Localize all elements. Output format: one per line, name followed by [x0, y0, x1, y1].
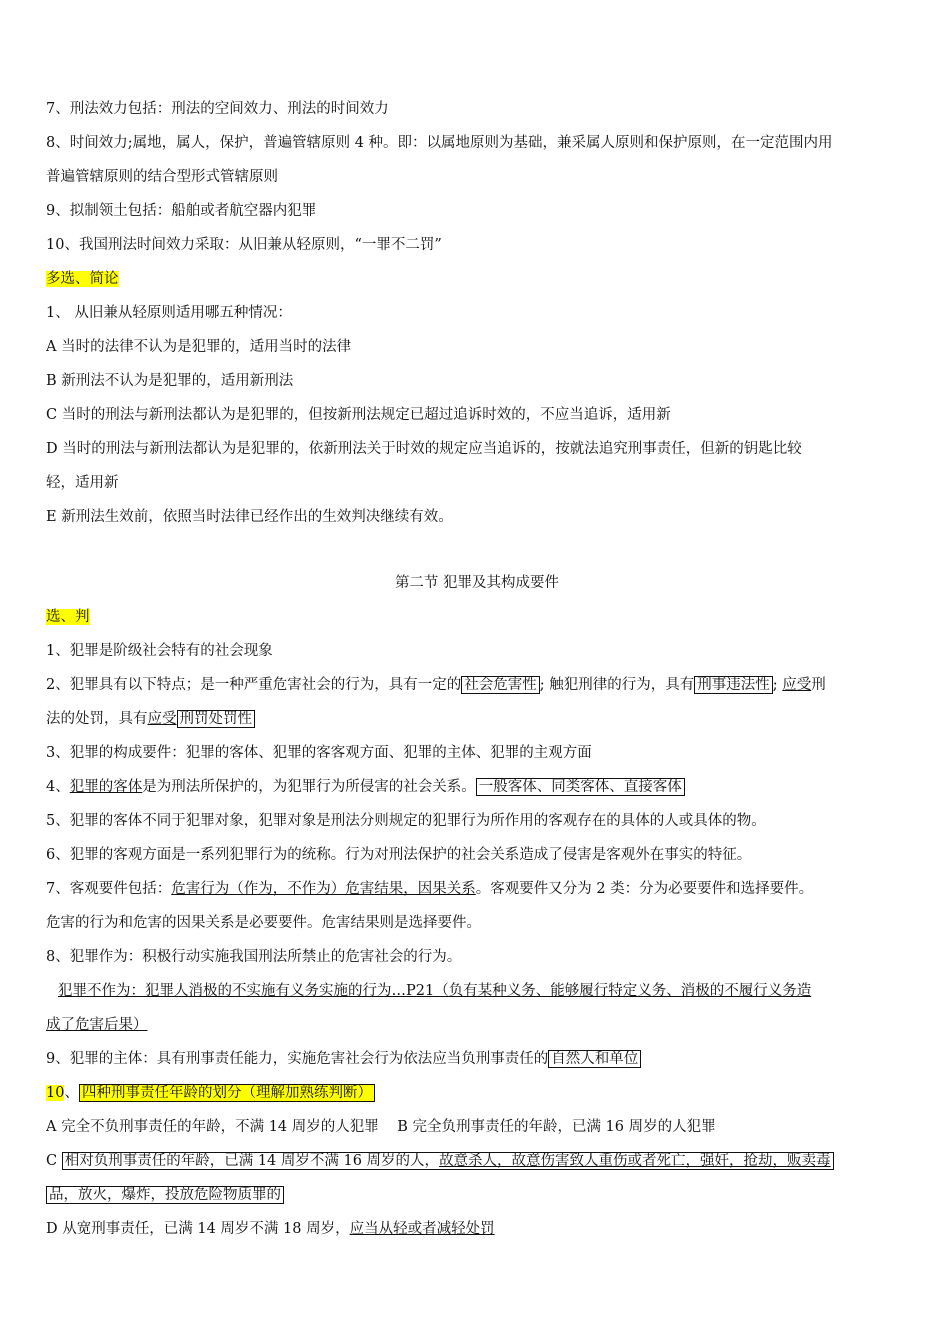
text-line [46, 974, 908, 1008]
text-line: 9、拟制领土包括：船舶或者航空器内犯罪 [46, 203, 317, 219]
text-span: ; 触犯刑律的行为，具有 [539, 677, 695, 693]
text-span: ; [772, 677, 783, 693]
underlined-term: 成了危害后果） [46, 1017, 148, 1033]
text-span: C [46, 1153, 62, 1169]
option-a: A 当时的法律不认为是犯罪的，适用当时的法律 [46, 339, 352, 355]
text-span: 9、犯罪的主体：具有刑事责任能力，实施危害社会行为依法应当负刑事责任的 [46, 1051, 549, 1067]
boxed-term [62, 1152, 834, 1170]
option-b: B 新刑法不认为是犯罪的，适用新刑法 [46, 373, 294, 389]
section-tag [46, 262, 908, 296]
text-line: 5、犯罪的客体不同于犯罪对象，犯罪对象是刑法分则规定的犯罪行为所作用的客观存在的具体的人或具体的物。 [46, 813, 766, 829]
boxed-term: 自然人和单位 [548, 1050, 641, 1068]
text-span: B 完全负刑事责任的年龄，已满 16 周岁的人犯罪 [397, 1119, 716, 1135]
spacer [46, 534, 908, 566]
underlined-term: 故意杀人，故意伤害致人重伤或者死亡，强奸，抢劫，贩卖毒 [439, 1153, 831, 1169]
text-span: 是为刑法所保护的，为犯罪行为所侵害的社会关系。 [142, 779, 476, 795]
underlined-term: 应受 [782, 677, 812, 693]
text-line: 6、犯罪的客观方面是一系列犯罪行为的统称。行为对刑法保护的社会关系造成了侵害是客观外在事实的特征。 [46, 847, 752, 863]
text-line: 8、时间效力;属地，属人，保护，普遍管辖原则 4 种。即：以属地原则为基础，兼采属人原则和保护原则，在一定范围内用 [46, 135, 833, 151]
text-line: 7、刑法效力包括：刑法的空间效力、刑法的时间效力 [46, 101, 389, 117]
option-d-cont: 轻，适用新 [46, 475, 119, 491]
text-line [46, 702, 908, 736]
boxed-term: 刑罚处罚性 [177, 710, 256, 728]
text-line [46, 1178, 908, 1212]
text-span: 。客观要件又分为 2 类：分为必要要件和选择要件。 [475, 881, 814, 897]
text-line [46, 770, 908, 804]
text-span: 4、 [46, 779, 70, 795]
text-line [46, 1076, 908, 1110]
question-line: 1、 从旧兼从轻原则适用哪五种情况： [46, 305, 292, 321]
document-page [46, 92, 908, 1246]
underlined-term: 应受 [147, 711, 177, 727]
text-line [46, 872, 908, 906]
underlined-term: 犯罪不作为：犯罪人消极的不实施有义务实施的行为…P21（负有某种义务、能够履行特定义务、消极的不履行义务造 [58, 983, 812, 999]
section-title: 第二节 犯罪及其构成要件 [394, 575, 560, 591]
text-line [46, 1110, 908, 1144]
boxed-term: 品，放火，爆炸，投放危险物质罪的 [46, 1186, 284, 1204]
underlined-term: 应当从轻或者减轻处罚 [349, 1221, 495, 1237]
boxed-term: 社会危害性 [461, 676, 540, 694]
underlined-term: 危害行为（作为，不作为）危害结果，因果关系 [171, 881, 476, 897]
text-line [46, 1042, 908, 1076]
text-span: 2、犯罪具有以下特点；是一种严重危害社会的行为，具有一定的 [46, 677, 462, 693]
text-line [46, 668, 908, 702]
option-e: E 新刑法生效前，依照当时法律已经作出的生效判决继续有效。 [46, 509, 453, 525]
text-line: 10、我国刑法时间效力采取：从旧兼从轻原则，“一罪不二罚” [46, 237, 442, 253]
boxed-highlight: 四种刑事责任年龄的划分（理解加熟练判断） [79, 1084, 375, 1102]
text-span: 法的处罚，具有 [46, 711, 148, 727]
text-line [46, 1212, 908, 1246]
highlight-number: 10 [46, 1085, 65, 1101]
text-line: 普遍管辖原则的结合型形式管辖原则 [46, 169, 278, 185]
text-span: A 完全不负刑事责任的年龄，不满 14 周岁的人犯罪 [46, 1119, 379, 1135]
boxed-term: 一般客体、同类客体、直接客体 [476, 778, 685, 796]
section-tag [46, 600, 908, 634]
underlined-term: 犯罪的客体 [69, 779, 143, 795]
text-line [46, 1144, 908, 1178]
highlight-label: 多选、简论 [46, 271, 119, 287]
text-line [46, 1008, 908, 1042]
text-line: 危害的行为和危害的因果关系是必要要件。危害结果则是选择要件。 [46, 915, 481, 931]
text-span: 刑 [811, 677, 826, 693]
highlight-label: 选、判 [46, 609, 90, 625]
text-line: 3、犯罪的构成要件：犯罪的客体、犯罪的客客观方面、犯罪的主体、犯罪的主观方面 [46, 745, 592, 761]
text-line: 8、犯罪作为：积极行动实施我国刑法所禁止的危害社会的行为。 [46, 949, 462, 965]
option-d: D 当时的刑法与新刑法都认为是犯罪的，依新刑法关于时效的规定应当追诉的，按就法追究刑事责任，但新的钥匙比较 [46, 441, 802, 457]
text-line: 1、犯罪是阶级社会特有的社会现象 [46, 643, 273, 659]
text-span: D 从宽刑事责任，已满 14 周岁不满 18 周岁， [46, 1221, 350, 1237]
option-c: C 当时的刑法与新刑法都认为是犯罪的，但按新刑法规定已超过追诉时效的，不应当追诉，适用新 [46, 407, 671, 423]
text-span: 、 [64, 1085, 79, 1101]
text-span: 7、客观要件包括： [46, 881, 172, 897]
text-span: 相对负刑事责任的年龄，已满 14 周岁不满 16 周岁的人， [64, 1153, 440, 1169]
boxed-term: 刑事违法性 [694, 676, 773, 694]
